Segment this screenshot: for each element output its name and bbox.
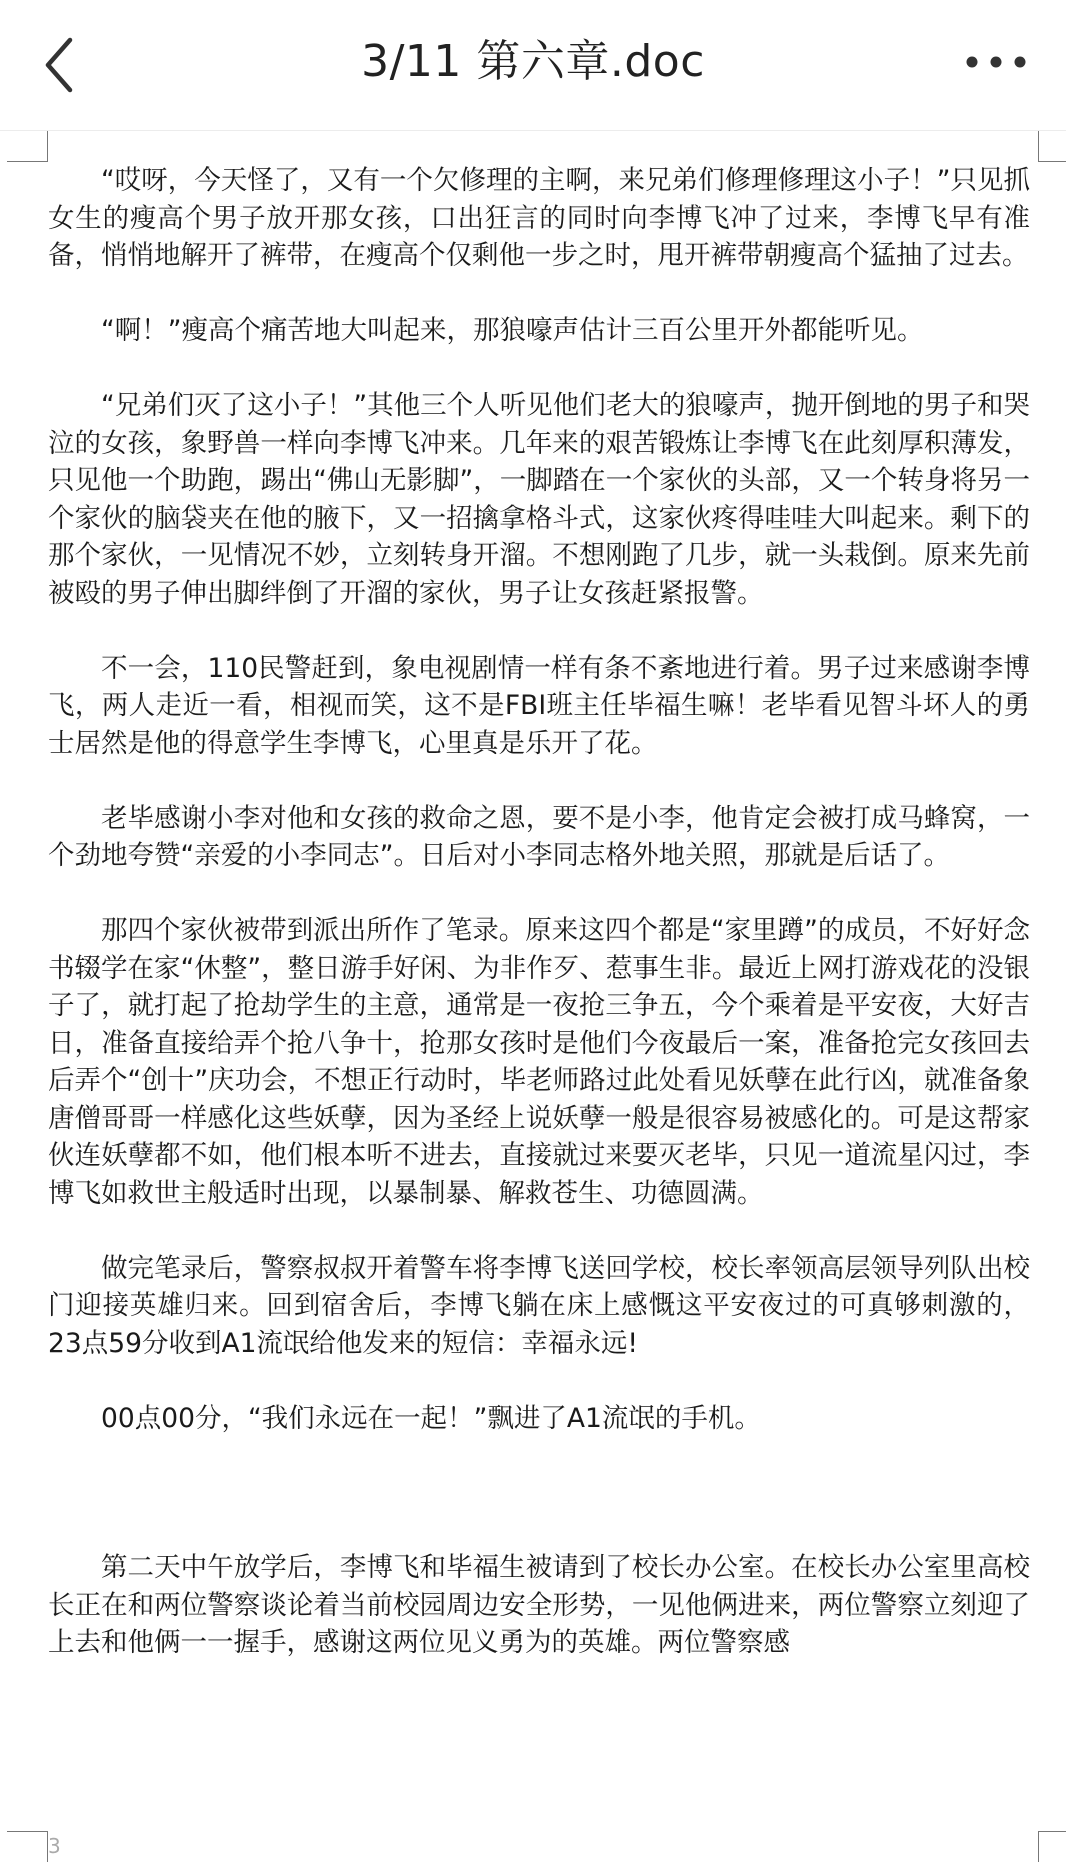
document-title: 3/11 第六章.doc (361, 36, 705, 87)
document-body[interactable] (48, 162, 1030, 1699)
paragraph: 不一会，110民警赶到，象电视剧情一样有条不紊地进行着。男子过来感谢李博飞，两人走近一看，相视而笑，这不是FBI班主任毕福生嘛！老毕看见智斗坏人的勇士居然是他的得意学生李博飞，心里真是乐开了花。 (48, 652, 1030, 759)
paragraph: 老毕感谢小李对他和女孩的救命之恩，要不是小李，他肯定会被打成马蜂窝，一个劲地夸赞“亲爱的小李同志”。日后对小李同志格外地关照，那就是后话了。 (48, 802, 1030, 871)
page-corner-mark-bottom-right (1038, 1831, 1066, 1862)
page-corner-mark-top-right (1038, 131, 1066, 162)
page-corner-mark-top-left (7, 131, 48, 162)
back-chevron-icon[interactable] (38, 30, 98, 100)
page-corner-mark-bottom-left (7, 1831, 48, 1862)
page-number: 3 (48, 1834, 61, 1858)
paragraph: “兄弟们灭了这小子！”其他三个人听见他们老大的狼嚎声，抛开倒地的男子和哭泣的女孩，象野兽一样向李博飞冲来。几年来的艰苦锻炼让李博飞在此刻厚积薄发，只见他一个助跑，踢出“佛山无影脚”，一脚踏在一个家伙的头部，又一个转身将另一个家伙的脑袋夹在他的腋下，又一招擒拿格斗式，这家伙疼得哇哇大叫起来。剩下的那个家伙，一见情况不妙，立刻转身开溜。不想刚跑了几步，就一头栽倒。原来先前被殴的男子伸出脚绊倒了开溜的家伙，男子让女孩赶紧报警。 (48, 390, 1030, 609)
paragraph: “哎呀，今天怪了，又有一个欠修理的主啊，来兄弟们修理修理这小子！”只见抓女生的瘦高个男子放开那女孩，口出狂言的同时向李博飞冲了过来，李博飞早有准备，悄悄地解开了裤带，在瘦高个仅剩他一步之时，甩开裤带朝瘦高个猛抽了过去。 (48, 165, 1030, 271)
more-dots-icon[interactable] (956, 40, 1036, 90)
paragraph: 那四个家伙被带到派出所作了笔录。原来这四个都是“家里蹲”的成员，不好好念书辍学在家“休整”，整日游手好闲、为非作歹、惹事生非。最近上网打游戏花的没银子了，就打起了抢劫学生的主意，通常是一夜抢三争五，今个乘着是平安夜，大好吉日，准备直接给弄个抢八争十，抢那女孩时是他们今夜最后一案，准备抢完女孩回去后弄个“创十”庆功会，不想正行动时，毕老师路过此处看见妖孽在此行凶，就准备象唐僧哥哥一样感化这些妖孽，因为圣经上说妖孽一般是很容易被感化的。可是这帮家伙连妖孽都不如，他们根本听不进去，直接就过来要灭老毕，只见一道流星闪过，李博飞如救世主般适时出现，以暴制暴、解救苍生、功德圆满。 (48, 915, 1030, 1209)
paragraph: 做完笔录后，警察叔叔开着警车将李博飞送回学校，校长率领高层领导列队出校门迎接英雄归来。回到宿舍后，李博飞躺在床上感慨这平安夜过的可真够刺激的，23点59分收到A1流氓给他发来的短信：幸福永远! (48, 1252, 1030, 1359)
paragraph: 第二天中午放学后，李博飞和毕福生被请到了校长办公室。在校长办公室里高校长正在和两位警察谈论着当前校园周边安全形势，一见他俩进来，两位警察立刻迎了上去和他俩一一握手，感谢这两位见义勇为的英雄。两位警察感 (48, 1552, 1030, 1658)
top-bar (0, 0, 1066, 131)
paragraph: 00点00分，“我们永远在一起！”飘进了A1流氓的手机。 (101, 1402, 761, 1434)
paragraph: “啊！”瘦高个痛苦地大叫起来，那狼嚎声估计三百公里开外都能听见。 (101, 315, 924, 346)
